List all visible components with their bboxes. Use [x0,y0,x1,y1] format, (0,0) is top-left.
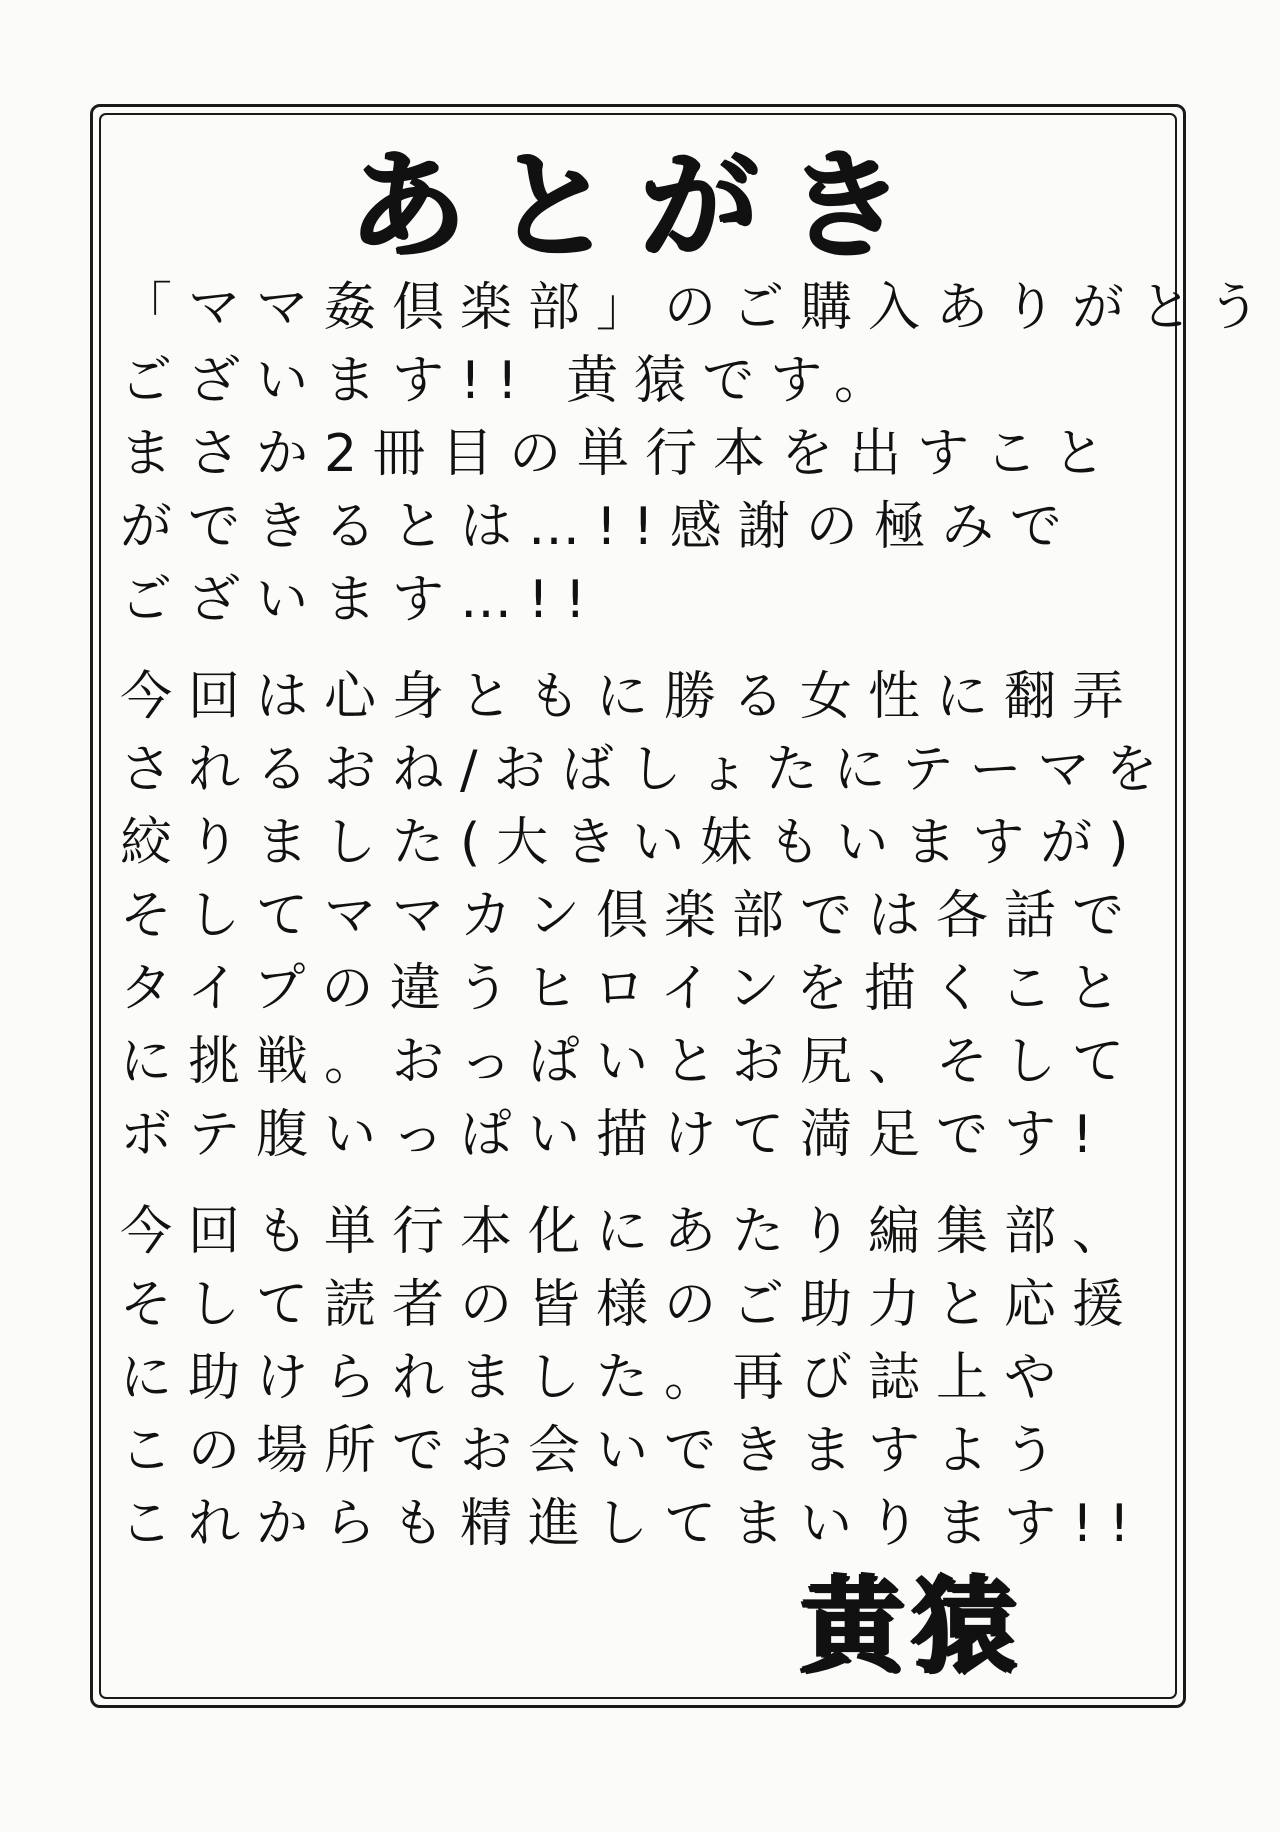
text-line: ボテ腹いっぱい描けて満足です! [120,1105,1109,1165]
text-line: ができるとは…!!感謝の極みで [120,497,1078,557]
page-title: あとがき [347,136,932,274]
paragraph-theme [120,661,1174,1172]
text-line: そしてママカン倶楽部では各話で [120,886,1141,946]
afterword-body [120,272,1277,1561]
text-line: に挑戦。おっぱいとお尻、そして [120,1032,1141,1092]
text-line: これからも精進してまいります!! [120,1494,1146,1554]
text-line: 今回も単行本化にあたり編集部、 [120,1202,1141,1262]
author-signature: 黄猿 [800,1564,1025,1686]
text-line: に助けられました。再び誌上や [120,1348,1073,1408]
text-line: 「ママ姦倶楽部」のご購入ありがとう [120,278,1277,338]
text-line: タイプの違うヒロインを描くこと [120,959,1136,1019]
paragraph-greeting [120,272,1277,637]
text-line: まさか2冊目の単行本を出すこと [120,424,1122,484]
paragraph-thanks [120,1196,1170,1561]
text-line: 絞りました(大きい妹もいますが) [120,813,1145,873]
text-line: そして読者の皆様のご助力と応援 [120,1275,1141,1335]
text-line: ございます…!! [120,570,602,630]
text-line: 今回は心身ともに勝る女性に翻弄 [120,667,1141,727]
text-line: この場所でお会いできますよう [120,1421,1073,1481]
text-line: されるおね/おばしょたにテーマを [120,740,1174,800]
text-line: ございます!! 黄猿です。 [120,351,903,411]
